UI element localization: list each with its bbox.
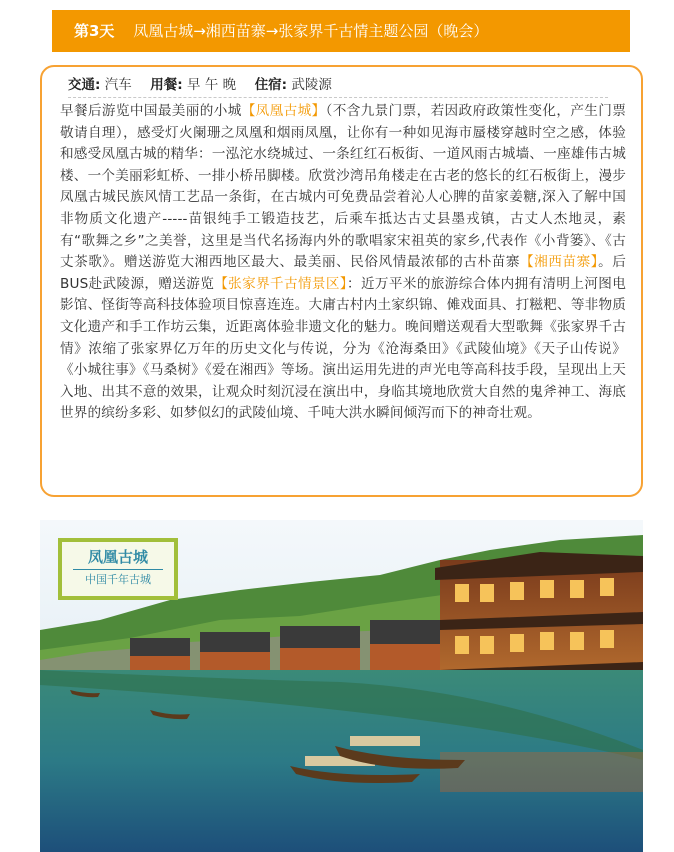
photo-caption [58, 538, 178, 600]
caption-divider [73, 569, 163, 570]
caption-subtitle: 中国千年古城 [85, 573, 151, 586]
meal-value: 早 午 晚 [187, 77, 237, 93]
transport-label: 交通: [68, 77, 101, 93]
desc-part-2: （不含九景门票，若因政府政策性变化，产生门票敬请自理），感受灯火阑珊之凤凰和烟雨凤凰，让你有一种如见海市蜃楼穿越时空之感，体验和感受凤凰古城的精华：一泓沱水绕城过、一条红红石板街、一道风雨古城墙、一座雄伟古城楼、一个美丽彩虹桥、一排小桥吊脚楼。欣赏沙湾吊角楼走在古老的悠长的红石板街上，漫步凤凰古城民族风情工艺品一条街，在古城内可免费品尝着沁人心脾的苗家姜糖,深入了解中国非物质文化遗产-----苗银纯手工锻造技艺，后乘车抵达古丈县墨戎镇，古丈人杰地灵，素有“歌舞之乡”之美誉，这里是当代名扬海内外的歌唱家宋祖英的家乡,代表作《小背篓》、《古丈茶歌》。赠送游览大湘西地区最大、最美丽、民俗风情最浓郁的古朴苗寨 [60, 103, 627, 271]
desc-part-1: 早餐后游览中国最美丽的小城 [60, 103, 242, 119]
highlight-miao-village: 【湘西苗寨】 [520, 254, 599, 271]
highlight-fenghuang: 【凤凰古城】 [241, 103, 326, 119]
lodging-label: 住宿: [254, 77, 288, 93]
desc-part-4: ：近万平米的旅游综合体内拥有清明上河图电影馆、怪街等高科技体验项目惊喜连连。大庸古村内土家织锦、傩戏面具、打糍粑、等非物质文化遗产和手工作坊云集，近距离体验非遗文化的魅力。晚间赠送观看大型歌舞《张家界千古情》浓缩了张家界亿万年的历史文化与传说，分为《沧海桑田》《武陵仙境》《天子山传说》《小城往事》《马桑树》《爱在湘西》等场。演出运用先进的声光电等高科技手段，呈现出上天入地、出其不意的效果，让观众时刻沉浸在演出中，身临其境地欣赏大自然的鬼斧神工、海底世界的缤纷多彩、如梦似幻的武陵仙境、千吨大洪水瞬间倾泻而下的神奇壮观。 [60, 275, 626, 422]
desc-part-3: 。后BUS赴武陵源，赠送游览 [60, 254, 626, 292]
day-number: 第3天 [74, 22, 115, 40]
caption-title: 凤凰古城 [87, 548, 148, 566]
meal-label: 用餐: [150, 77, 183, 93]
highlight-zhangjiajie: 【张家界千古情景区】 [214, 275, 348, 292]
itinerary-description [60, 101, 626, 425]
transport-value: 汽车 [104, 77, 132, 93]
fenghuang-photo [40, 520, 643, 852]
itinerary-box [40, 65, 643, 497]
info-row [68, 73, 608, 98]
day-header [52, 10, 630, 52]
day-route: 凤凰古城→湘西苗寨→张家界千古情主题公园（晚会） [133, 22, 489, 40]
lodging-value: 武陵源 [291, 77, 332, 93]
